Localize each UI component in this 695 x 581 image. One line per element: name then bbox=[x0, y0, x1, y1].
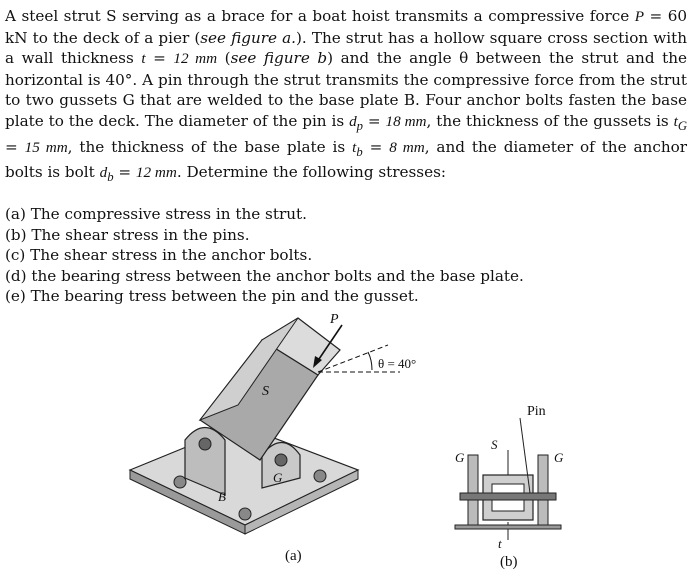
label-base-b: B bbox=[218, 489, 226, 504]
label-gusset-right: G bbox=[554, 450, 564, 465]
part-d: (d) the bearing stress between the anchor bolts and the base plate. bbox=[5, 266, 524, 285]
label-section-s: S bbox=[491, 437, 498, 452]
label-angle: θ = 40° bbox=[378, 356, 417, 371]
label-thickness-t: t bbox=[498, 536, 502, 551]
label-gusset-left: G bbox=[455, 450, 465, 465]
part-a: (a) The compressive stress in the strut. bbox=[5, 205, 307, 223]
part-b: (b) The shear stress in the pins. bbox=[5, 225, 250, 244]
part-e: (e) The bearing tress between the pin and the gusset. bbox=[5, 287, 419, 306]
label-gusset-g: G bbox=[273, 470, 283, 485]
label-pin: Pin bbox=[527, 404, 546, 419]
label-strut-s: S bbox=[262, 384, 269, 399]
part-c: (c) The shear stress in the anchor bolts. bbox=[5, 246, 313, 265]
label-force-p: P bbox=[330, 312, 339, 327]
caption-figure-b: (b) bbox=[500, 554, 518, 570]
caption-figure-a: (a) bbox=[285, 548, 302, 564]
problem-statement: A steel strut S serving as a brace for a boat hoist transmits a compressive force P = 60 kN to the deck of a pier (see figure a.). The strut has a hollow square cross section with a wall thickness t = 12 mm (see figure b) and the angle θ between the strut and the horizontal is 40°. A pin through the strut transmits the compressive force from the strut to two gussets G that are welded to the base plate B. Four anchor bolts fasten the base plate to the deck. The diameter of the pin is $d_p = 18$ mm, the thickness of the gussets is $t_G = 15$ mm, the thickness of the base plate is $t_b = 8$ mm, and the diameter of the anchor bolts is bolt $d_b = 12$ mm. Determine the following stresses: bbox=[5, 7, 688, 185]
